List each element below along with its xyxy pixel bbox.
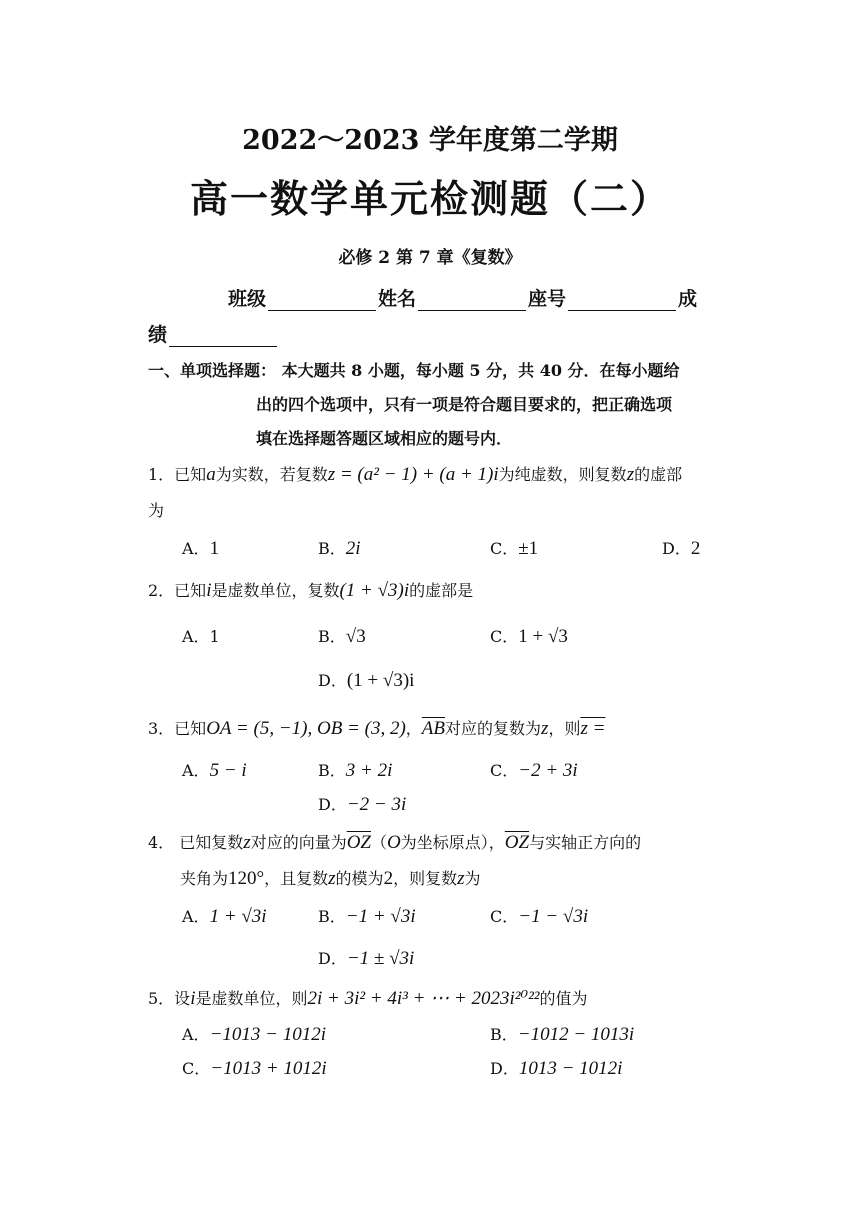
q5-option-b[interactable]: B．−1012 − 1013i [490, 1024, 635, 1045]
q4-option-c[interactable]: C．−1 − √3i [490, 906, 589, 927]
q3-var-z: z [541, 718, 549, 739]
q2-mid2: 的虚部是 [409, 581, 474, 600]
q1-prefix: 1．已知 [148, 465, 207, 484]
q1-expr: z = (a² − 1) + (a + 1)i [327, 464, 499, 485]
q5-mid2: 的值为 [539, 989, 588, 1008]
score-blank[interactable] [169, 326, 277, 347]
q4-option-b[interactable]: B．−1 + √3i [318, 906, 416, 927]
q5-stem [148, 986, 588, 1010]
q4-prefix: 4． 已知复数 [148, 833, 244, 852]
q5-mid1: 是虚数单位，则 [195, 989, 308, 1008]
q3-zbar: z = [580, 718, 606, 739]
seat-blank[interactable] [568, 290, 676, 311]
main-title: 高一数学单元检测题（二） [189, 176, 670, 221]
q1-option-d[interactable]: D．2 [662, 538, 701, 559]
score-label-2: 绩 [148, 324, 168, 346]
section1-line1: 一、单项选择题： 本大题共 8 小题，每小题 5 分，共 40 分．在每小题给 [148, 361, 680, 380]
year-line: 2022～2023 学年度第二学期 [242, 125, 618, 156]
q1-mid2: 为纯虚数，则复数 [498, 465, 627, 484]
q2-expr: (1 + √3)i [339, 580, 410, 601]
q2-option-c[interactable]: C．1 + √3 [490, 626, 568, 647]
q4-var-z: z [243, 832, 251, 853]
q3-vec-ab: $\overline{AB}$ [421, 718, 446, 739]
q4-vec-oz-2: $\overline{OZ}$ [504, 832, 530, 853]
q1-stem [148, 462, 682, 486]
q4-mid2: （ [371, 833, 388, 852]
q5-var-i: i [190, 988, 196, 1009]
q2-stem [148, 578, 473, 602]
q2-var-i: i [206, 580, 212, 601]
q4-mid1: 对应的向量为 [250, 833, 347, 852]
info-line [228, 284, 697, 311]
q4-var-o: O [387, 832, 401, 853]
q1-option-c[interactable]: C．±1 [490, 538, 539, 559]
q5-option-a[interactable]: A．−1013 − 1012i [182, 1024, 326, 1045]
q3-mid3: ，则 [548, 719, 581, 738]
q3-option-b[interactable]: B．3 + 2i [318, 760, 393, 781]
q3-stem [148, 716, 605, 740]
q4-line2: 夹角为120°，且复数z的模为2，则复数z为 [180, 868, 481, 889]
q1-line2: 为 [148, 501, 165, 520]
q3-prefix: 3．已知 [148, 719, 207, 738]
section1-line2: 出的四个选项中，只有一项是符合题目要求的，把正确选项 [256, 395, 673, 414]
info-line-2 [148, 320, 279, 347]
q1-var-a: a [206, 464, 216, 485]
q2-option-b[interactable]: B．√3 [318, 626, 366, 647]
q2-option-a[interactable]: A．1 [182, 627, 220, 646]
q1-option-b[interactable]: B．2i [318, 538, 361, 559]
q1-mid1: 为实数，若复数 [215, 465, 328, 484]
q5-prefix: 5．设 [148, 989, 191, 1008]
q5-expr: 2i + 3i² + 4i³ + ⋯ + 2023i²⁰²² [307, 988, 540, 1009]
seat-label: 座号 [528, 288, 567, 310]
section1-line3: 填在选择题答题区域相应的题号内． [256, 429, 513, 448]
q3-mid2: 对应的复数为 [445, 719, 542, 738]
score-label-1: 成 [678, 288, 698, 310]
q3-expr: OA = (5, −1), OB = (3, 2) [206, 718, 406, 739]
q5-option-c[interactable]: C．−1013 + 1012i [182, 1058, 327, 1079]
name-blank[interactable] [418, 290, 526, 311]
q2-option-d[interactable]: D．(1 + √3)i [318, 670, 415, 691]
q4-mid3: 为坐标原点）， [400, 833, 505, 852]
q3-option-c[interactable]: C．−2 + 3i [490, 760, 578, 781]
class-blank[interactable] [268, 290, 376, 311]
q4-option-a[interactable]: A．1 + √3i [182, 906, 267, 927]
class-label: 班级 [228, 288, 267, 310]
subtitle: 必修 2 第 7 章《复数》 [338, 248, 522, 268]
q4-stem [148, 830, 641, 854]
q5-option-d[interactable]: D．1013 − 1012i [490, 1058, 623, 1079]
q1-mid3: 的虚部 [634, 465, 683, 484]
q3-option-a[interactable]: A．5 − i [182, 760, 247, 781]
q4-vec-oz: $\overline{OZ}$ [346, 832, 371, 853]
q1-option-a[interactable]: A．1 [182, 538, 220, 559]
q2-mid1: 是虚数单位，复数 [211, 581, 340, 600]
q2-prefix: 2．已知 [148, 581, 207, 600]
q4-mid4: 与实轴正方向的 [529, 833, 642, 852]
q3-mid1: ， [405, 719, 422, 738]
name-label: 姓名 [378, 288, 417, 310]
q1-var-z: z [626, 464, 635, 485]
q4-option-d[interactable]: D．−1 ± √3i [318, 948, 415, 969]
q3-option-d[interactable]: D．−2 − 3i [318, 794, 407, 815]
